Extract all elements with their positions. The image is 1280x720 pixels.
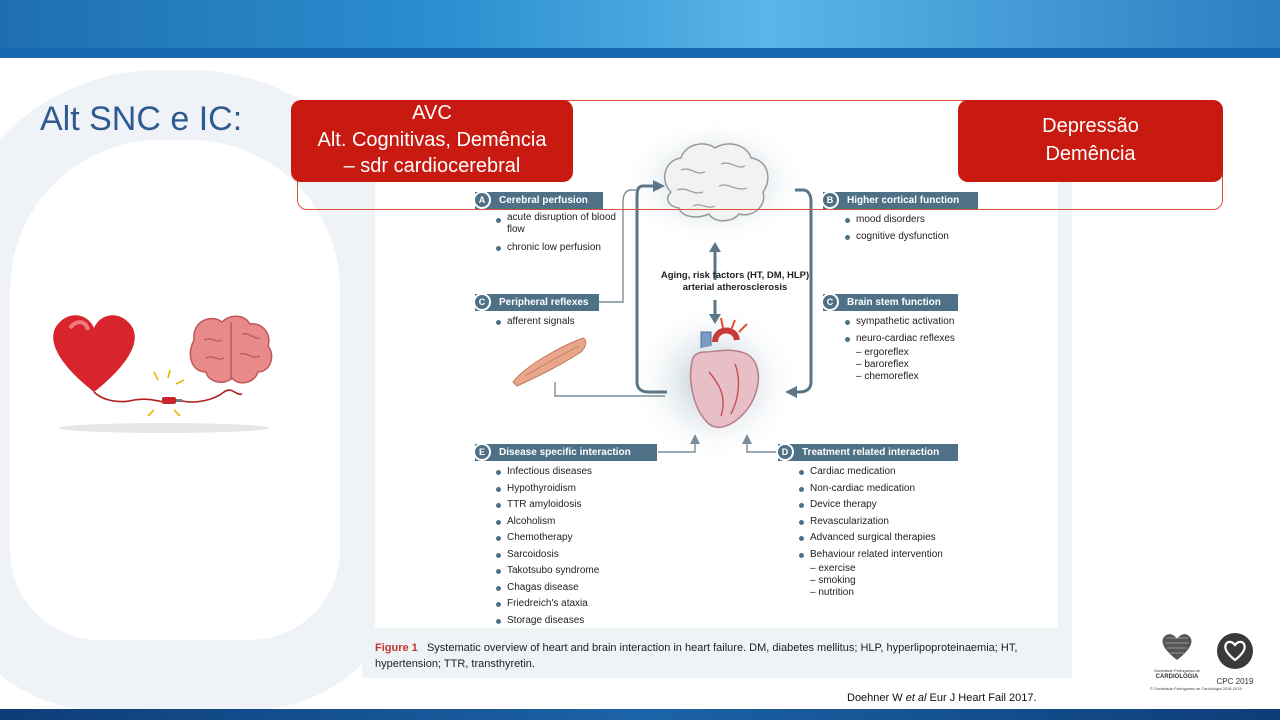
banner-stripe	[0, 48, 1280, 58]
reference-journal: Eur J Heart Fail 2017.	[926, 692, 1037, 704]
spc-footer: © Sociedade Portuguesa de Cardiologia 2018-2019	[1150, 686, 1242, 691]
panel-e-badge: E	[473, 443, 491, 461]
footer-bar	[0, 709, 1280, 720]
list-item: Cardiac medication	[799, 464, 943, 481]
panel-a-title: Cerebral perfusion	[499, 195, 588, 206]
panel-c-left-title: Peripheral reflexes	[499, 297, 589, 308]
red-box-left	[291, 100, 573, 182]
list-item: Storage diseases	[496, 613, 599, 630]
red-box-right-line1: Depressão	[1042, 115, 1139, 137]
sub-item: – smoking	[810, 575, 856, 586]
panel-d-badge: D	[776, 443, 794, 461]
list-item: afferent signals	[496, 314, 575, 331]
muscle-icon	[513, 338, 586, 386]
panel-d-title: Treatment related interaction	[802, 447, 940, 458]
panel-a-list	[496, 212, 616, 257]
list-item: Device therapy	[799, 497, 943, 514]
panel-c-right-title: Brain stem function	[847, 297, 941, 308]
spc-heart-icon	[1160, 632, 1194, 662]
list-item: Chemotherapy	[496, 530, 599, 547]
list-item: acute disruption of blood flow	[496, 212, 616, 236]
center-text-line2: arterial atherosclerosis	[682, 282, 788, 293]
red-box-left-line3: – sdr cardiocerebral	[343, 155, 521, 177]
heart-brain-illustration	[46, 300, 282, 442]
panel-c-right-badge: C	[821, 293, 839, 311]
spc-line1: Sociedade Portuguesa de	[1153, 668, 1201, 673]
red-box-left-line2: Alt. Cognitivas, Demência	[317, 129, 547, 151]
red-box-left-line1: AVC	[412, 102, 452, 124]
center-risk-text	[650, 270, 820, 294]
sub-item: – chemoreflex	[856, 371, 919, 382]
list-item: Infectious diseases	[496, 464, 599, 481]
heart-brain-icon	[46, 300, 282, 442]
panel-c-left-header	[475, 294, 599, 311]
sub-item: – exercise	[810, 563, 856, 574]
list-item: Friedreich's ataxia	[496, 596, 599, 613]
cpc-logo	[1213, 632, 1257, 686]
caption-text: Systematic overview of heart and brain interaction in heart failure. DM, diabetes mellitus; HLP, hyperlipoproteinaemia; HT, hypertension; TTR, transthyretin.	[375, 642, 1018, 670]
list-item: mood disorders	[845, 212, 949, 229]
spc-line2: CARDIOLOGIA	[1155, 674, 1199, 680]
list-item: sympathetic activation	[845, 314, 955, 331]
figure-caption	[375, 640, 1061, 672]
list-item: Revascularization	[799, 514, 943, 531]
list-item: cognitive dysfunction	[845, 229, 949, 246]
header-banner	[0, 0, 1280, 58]
panel-d-header	[778, 444, 958, 461]
panel-c-right-list	[845, 314, 955, 383]
list-item: Advanced surgical therapies	[799, 530, 943, 547]
panel-c-right-header	[823, 294, 958, 311]
list-item: Alcoholism	[496, 514, 599, 531]
list-item: Behaviour related intervention	[799, 547, 943, 564]
cpc-label: CPC 2019	[1216, 677, 1254, 686]
panel-b-title: Higher cortical function	[847, 195, 960, 206]
panel-c-left-badge: C	[473, 293, 491, 311]
list-item: Non-cardiac medication	[799, 481, 943, 498]
panel-c-left-list	[496, 314, 575, 331]
center-text-line1: Aging, risk factors (HT, DM, HLP)	[660, 270, 810, 281]
panel-e-title: Disease specific interaction	[499, 447, 631, 458]
list-item: Takotsubo syndrome	[496, 563, 599, 580]
caption-label: Figure 1	[375, 642, 418, 654]
spc-logo	[1152, 632, 1202, 681]
slide-title: Alt SNC e IC:	[40, 100, 243, 138]
panel-b-list	[845, 212, 949, 245]
panel-b-badge: B	[821, 191, 839, 209]
red-box-right-line2: Demência	[1045, 143, 1136, 165]
sub-item: – baroreflex	[856, 359, 909, 370]
sub-item: – nutrition	[810, 587, 854, 598]
reference-etal: et al	[905, 692, 927, 704]
list-item: Sarcoidosis	[496, 547, 599, 564]
reference-citation	[847, 692, 1037, 704]
cpc-heart-icon	[1216, 632, 1254, 670]
list-item: Hypothyroidism	[496, 481, 599, 498]
panel-a-badge: A	[473, 191, 491, 209]
list-item: Chagas disease	[496, 580, 599, 597]
panel-e-list	[496, 464, 599, 629]
panel-e-header	[475, 444, 657, 461]
reference-authors: Doehner W	[847, 692, 906, 704]
list-item: chronic low perfusion	[496, 240, 616, 257]
sub-item: – ergoreflex	[856, 347, 909, 358]
red-box-right	[958, 100, 1223, 182]
list-item: neuro-cardiac reflexes	[845, 331, 955, 348]
list-item: TTR amyloidosis	[496, 497, 599, 514]
panel-d-list	[799, 464, 943, 599]
